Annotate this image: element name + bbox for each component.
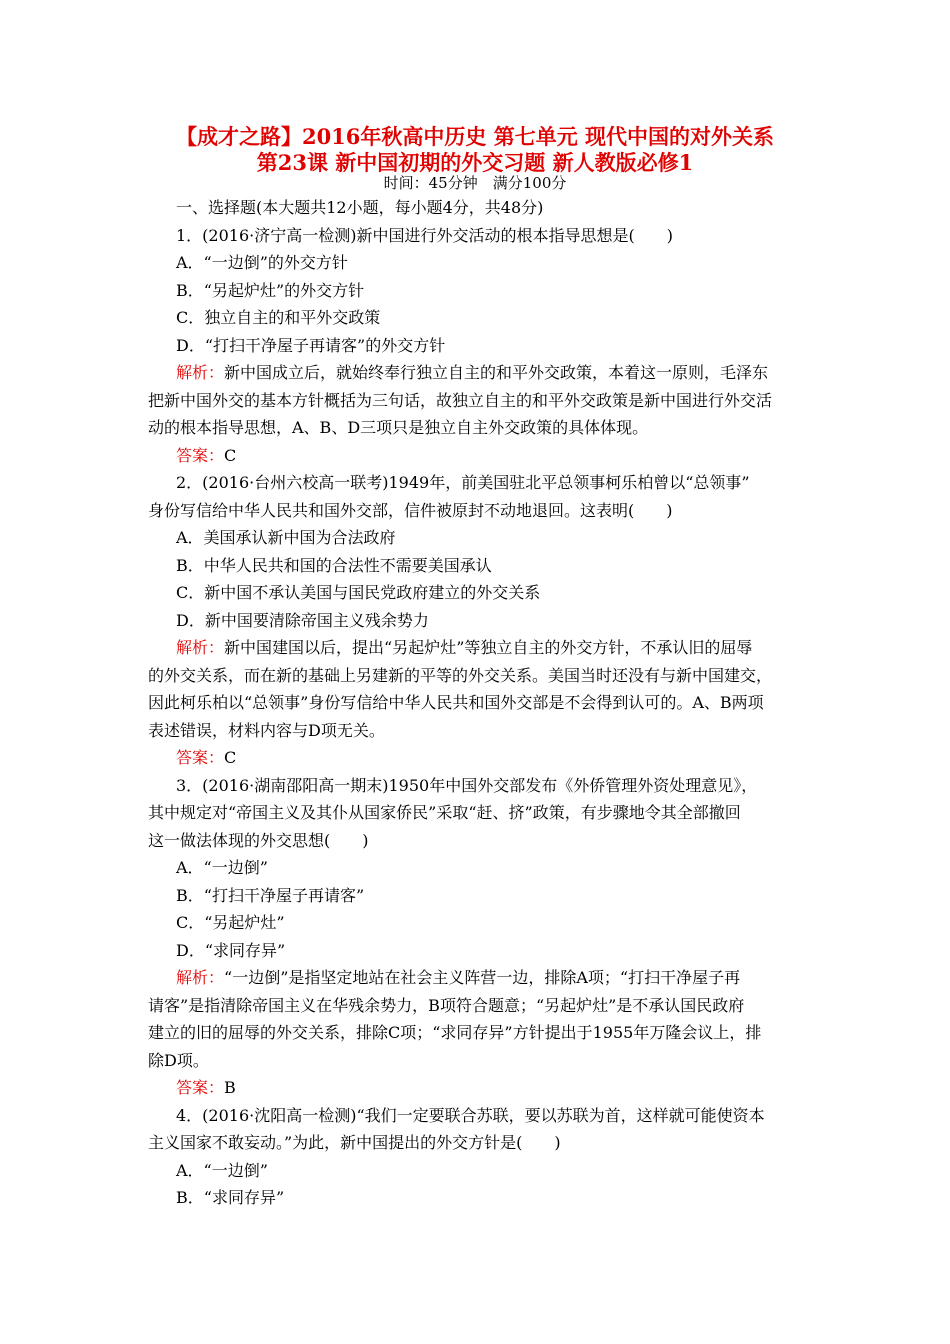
- analysis-line: 除D项。: [148, 1051, 209, 1070]
- analysis-line: 解析：新中国建国以后，提出“另起炉灶”等独立自主的外交方针，不承认旧的屈辱: [176, 638, 753, 657]
- question-stem-line: 其中规定对“帝国主义及其仆从国家侨民”采取“赶、挤”政策，有步骤地令其全部撤回: [148, 803, 741, 822]
- analysis-line: 建立的旧的屈辱的外交关系，排除C项；“求同存异”方针提出于1955年万隆会议上，排: [148, 1023, 762, 1042]
- analysis-line: 解析：新中国成立后，就始终奉行独立自主的和平外交政策，本着这一原则，毛泽东: [176, 363, 769, 382]
- answer-label: 答案：: [176, 1078, 225, 1097]
- answer-option: B．中华人民共和国的合法性不需要美国承认: [176, 556, 492, 575]
- analysis-line: 解析：“一边倒”是指坚定地站在社会主义阵营一边，排除A项；“打扫干净屋子再: [176, 968, 741, 987]
- analysis-line: 的外交关系，而在新的基础上另建新的平等的外交关系。美国当时还没有与新中国建交，: [148, 666, 773, 685]
- answer-value: C: [224, 446, 237, 465]
- answer-value: C: [224, 748, 237, 767]
- question-stem-line: 身份写信给中华人民共和国外交部，信件被原封不动地退回。这表明( ): [148, 501, 673, 520]
- analysis-line: 因此柯乐柏以“总领事”身份写信给中华人民共和国外交部是不会得到认可的。A、B两项: [148, 693, 764, 712]
- answer-option: C．独立自主的和平外交政策: [176, 308, 381, 327]
- analysis-label: 解析：: [176, 968, 225, 987]
- question-stem-line: 3．(2016·湖南邵阳高一期末)1950年中国外交部发布《外侨管理外资处理意见》，: [176, 776, 758, 795]
- answer-line: [176, 445, 236, 467]
- exam-meta: 时间：45分钟 满分100分: [383, 174, 567, 192]
- answer-option: B．“另起炉灶”的外交方针: [176, 281, 365, 300]
- question-stem-line: 主义国家不敢妄动。”为此，新中国提出的外交方针是( ): [148, 1133, 561, 1152]
- answer-option: C．新中国不承认美国与国民党政府建立的外交关系: [176, 583, 541, 602]
- answer-option: A．“一边倒”的外交方针: [176, 253, 348, 272]
- answer-option: A．“一边倒”: [176, 858, 268, 877]
- analysis-line: 把新中国外交的基本方针概括为三句话，故独立自主的和平外交政策是新中国进行外交活: [148, 391, 773, 410]
- section-heading: 一、选择题(本大题共12小题，每小题4分，共48分): [176, 198, 544, 217]
- answer-option: B．“打扫干净屋子再请客”: [176, 886, 365, 905]
- analysis-label: 解析：: [176, 363, 225, 382]
- answer-label: 答案：: [176, 446, 225, 465]
- question-stem-line: 4．(2016·沈阳高一检测)“我们一定要联合苏联，要以苏联为首，这样就可能使资本: [176, 1106, 765, 1125]
- analysis-line: 动的根本指导思想，A、B、D三项只是独立自主外交政策的具体体现。: [148, 418, 649, 437]
- analysis-label: 解析：: [176, 638, 225, 657]
- answer-line: [176, 747, 236, 769]
- answer-option: B．“求同存异”: [176, 1188, 285, 1207]
- analysis-line: 表述错误，材料内容与D项无关。: [148, 721, 385, 740]
- answer-label: 答案：: [176, 748, 225, 767]
- answer-option: D．新中国要清除帝国主义残余势力: [176, 611, 429, 630]
- question-stem-line: 这一做法体现的外交思想( ): [148, 831, 369, 850]
- document-title-line-1: 【成才之路】2016年秋高中历史 第七单元 现代中国的对外关系: [175, 124, 775, 149]
- answer-value: B: [224, 1078, 236, 1097]
- analysis-line: 请客”是指清除帝国主义在华残余势力，B项符合题意；“另起炉灶”是不承认国民政府: [148, 996, 745, 1015]
- question-stem-line: 2．(2016·台州六校高一联考)1949年，前美国驻北平总领事柯乐柏曾以“总领事”: [176, 473, 750, 492]
- answer-option: C．“另起炉灶”: [176, 913, 285, 932]
- answer-option: D．“求同存异”: [176, 941, 286, 960]
- document-title-line-2: 第23课 新中国初期的外交习题 新人教版必修1: [256, 150, 694, 175]
- answer-option: A．美国承认新中国为合法政府: [176, 528, 396, 547]
- answer-option: A．“一边倒”: [176, 1161, 268, 1180]
- question-stem-line: 1．(2016·济宁高一检测)新中国进行外交活动的根本指导思想是( ): [176, 226, 673, 245]
- answer-line: [176, 1077, 236, 1099]
- answer-option: D．“打扫干净屋子再请客”的外交方针: [176, 336, 446, 355]
